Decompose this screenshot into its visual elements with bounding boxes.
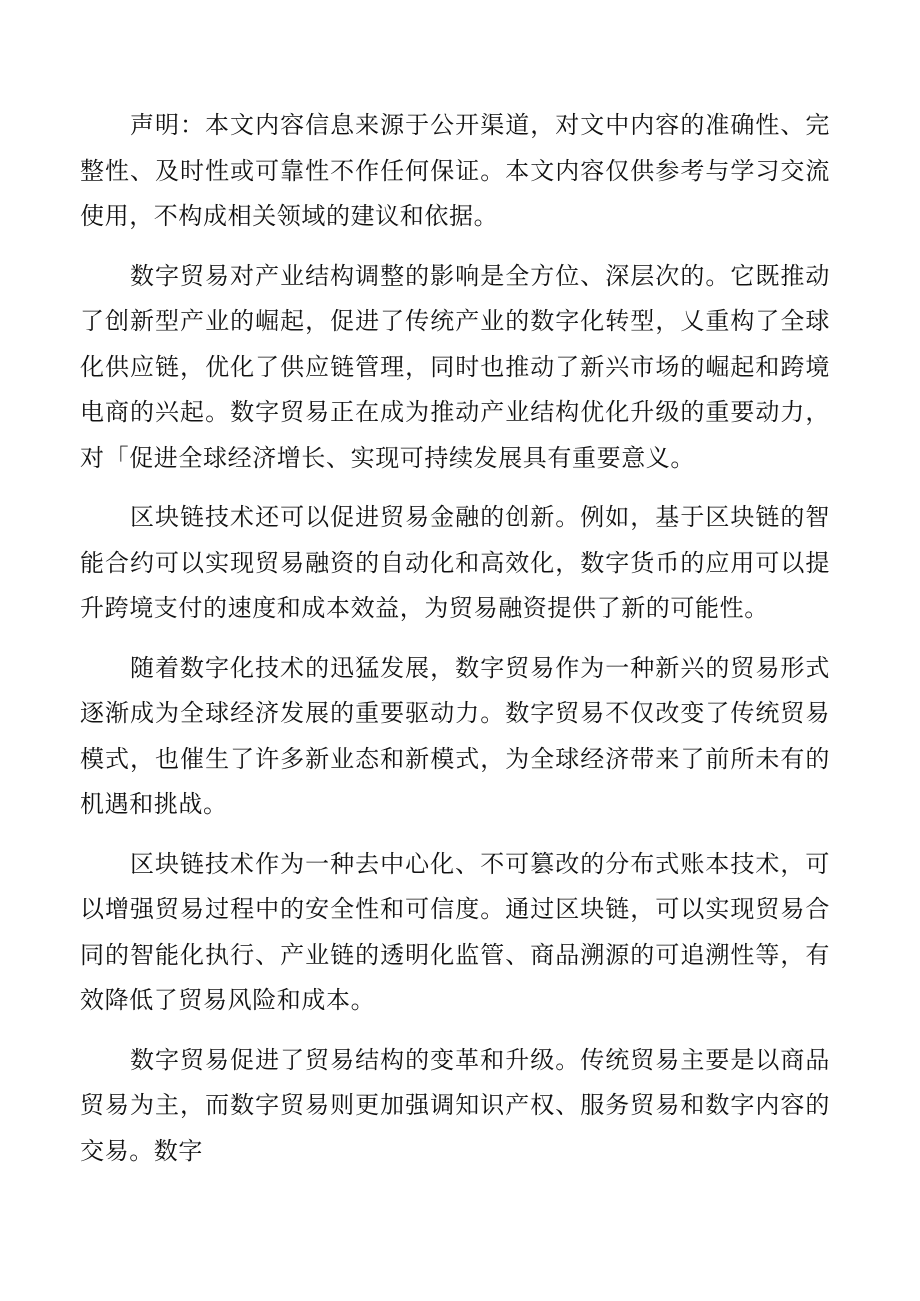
body-paragraph: 数字贸易对产业结构调整的影响是全方位、深层次的。它既推动了创新型产业的崛起，促进了传统产业的数字化转型，乂重构了全球化供应链，优化了供应链管理，同时也推动了新兴市场的崛起和跨境电商的兴起。数字贸易正在成为推动产业结构优化升级的重要动力，对「促进全球经济增长、实现可持续发展具有重要意义。	[80, 261, 830, 472]
body-paragraph: 数字贸易促进了贸易结构的变革和升级。传统贸易主要是以商品贸易为主，而数字贸易则更加强调知识产权、服务贸易和数字内容的交易。数字	[80, 1045, 830, 1165]
body-paragraph: 区块链技术作为一种去中心化、不可篡改的分布式账本技术，可以增强贸易过程中的安全性和可信度。通过区块链，可以实现贸易合同的智能化执行、产业链的透明化监管、商品溯源的可追溯性等，有效降低了贸易风险和成本。	[80, 849, 830, 1014]
disclaimer-paragraph: 声明：本文内容信息来源于公开渠道，对文中内容的准确性、完整性、及时性或可靠性不作任何保证。本文内容仅供参考与学习交流使用，不构成相关领域的建议和依据。	[80, 111, 830, 230]
body-paragraph: 区块链技术还可以促进贸易金融的创新。例如，基于区块链的智能合约可以实现贸易融资的自动化和高效化，数字货币的应用可以提升跨境支付的速度和成本效益，为贸易融资提供了新的可能性。	[80, 503, 830, 622]
body-paragraph: 随着数字化技术的迅猛发展，数字贸易作为一种新兴的贸易形式逐渐成为全球经济发展的重要驱动力。数字贸易不仅改变了传统贸易模式，也催生了许多新业态和新模式，为全球经济带来了前所未有的机遇和挑战。	[80, 653, 830, 818]
